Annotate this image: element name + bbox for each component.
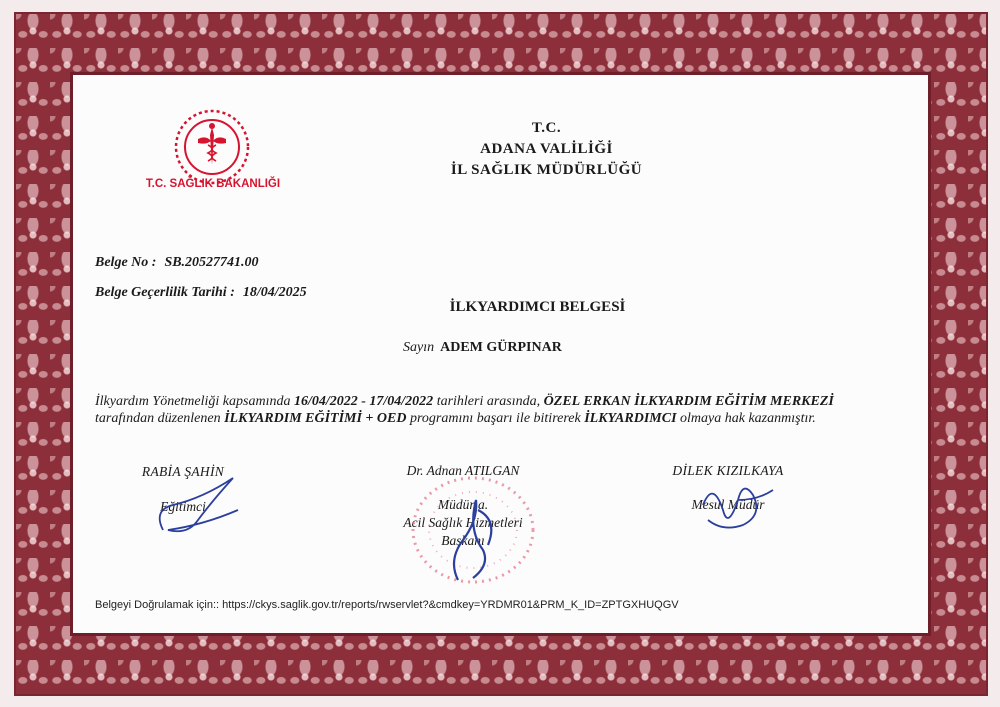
certificate-body bbox=[73, 75, 928, 633]
header-line-2: ADANA VALİLİĞİ bbox=[480, 141, 613, 157]
manager-name: DİLEK KIZILKAYA bbox=[672, 463, 784, 478]
statement-text-5: olmaya hak kazanmıştır. bbox=[680, 411, 816, 426]
header-line-1: T.C. bbox=[531, 120, 562, 136]
director-role-line-3: Başkanı bbox=[441, 533, 485, 548]
training-dates: 16/04/2022 - 17/04/2022 bbox=[293, 394, 434, 409]
statement-text-3: tarafından düzenlenen bbox=[95, 411, 221, 426]
training-program: İLKYARDIM EĞİTİMİ + OED bbox=[224, 411, 407, 426]
director-role-line-2: Acil Sağlık Hizmetleri bbox=[403, 515, 523, 530]
issuer-header bbox=[73, 118, 928, 181]
salutation-prefix: Sayın bbox=[403, 340, 435, 355]
document-number-value: SB.20527741.00 bbox=[164, 255, 259, 270]
ministry-name: T.C. SAĞLIK BAKANLIĞI bbox=[145, 178, 281, 190]
statement-text-2: tarihleri arasında, bbox=[436, 394, 541, 409]
document-number bbox=[95, 255, 259, 271]
validity-value: 18/04/2025 bbox=[242, 285, 307, 300]
validity-label: Belge Geçerlilik Tarihi : bbox=[95, 285, 235, 300]
verification-link[interactable]: Belgeyi Doğrulamak için:: https://ckys.saglik.gov.tr/reports/rwservlet?&cmdkey=YRDMR01&PRM_K_ID=ZPTGXHUQGV bbox=[95, 599, 679, 611]
director-role bbox=[373, 496, 553, 550]
trainer-name: RABİA ŞAHİN bbox=[141, 464, 225, 479]
director-role-line-1: Müdür a. bbox=[437, 497, 489, 512]
document-number-label: Belge No : bbox=[95, 255, 157, 270]
certificate-title: İLKYARDIMCI BELGESİ bbox=[449, 299, 626, 315]
certified-role: İLKYARDIMCI bbox=[584, 411, 677, 426]
trainer-role: Eğitimci bbox=[160, 499, 206, 514]
training-center: ÖZEL ERKAN İLKYARDIM EĞİTİM MERKEZİ bbox=[543, 394, 834, 409]
statement-text-1: İlkyardım Yönetmeliği kapsamında bbox=[95, 394, 291, 409]
header-line-3: İL SAĞLIK MÜDÜRLÜĞÜ bbox=[450, 162, 643, 178]
director-name: Dr. Adnan ATILGAN bbox=[406, 463, 520, 478]
certificate-statement bbox=[95, 393, 895, 427]
salutation bbox=[403, 340, 562, 356]
statement-text-4: programını başarı ile bitirerek bbox=[409, 411, 581, 426]
recipient-name: ADEM GÜRPINAR bbox=[440, 340, 562, 355]
manager-role: Mesul Müdür bbox=[691, 497, 765, 512]
